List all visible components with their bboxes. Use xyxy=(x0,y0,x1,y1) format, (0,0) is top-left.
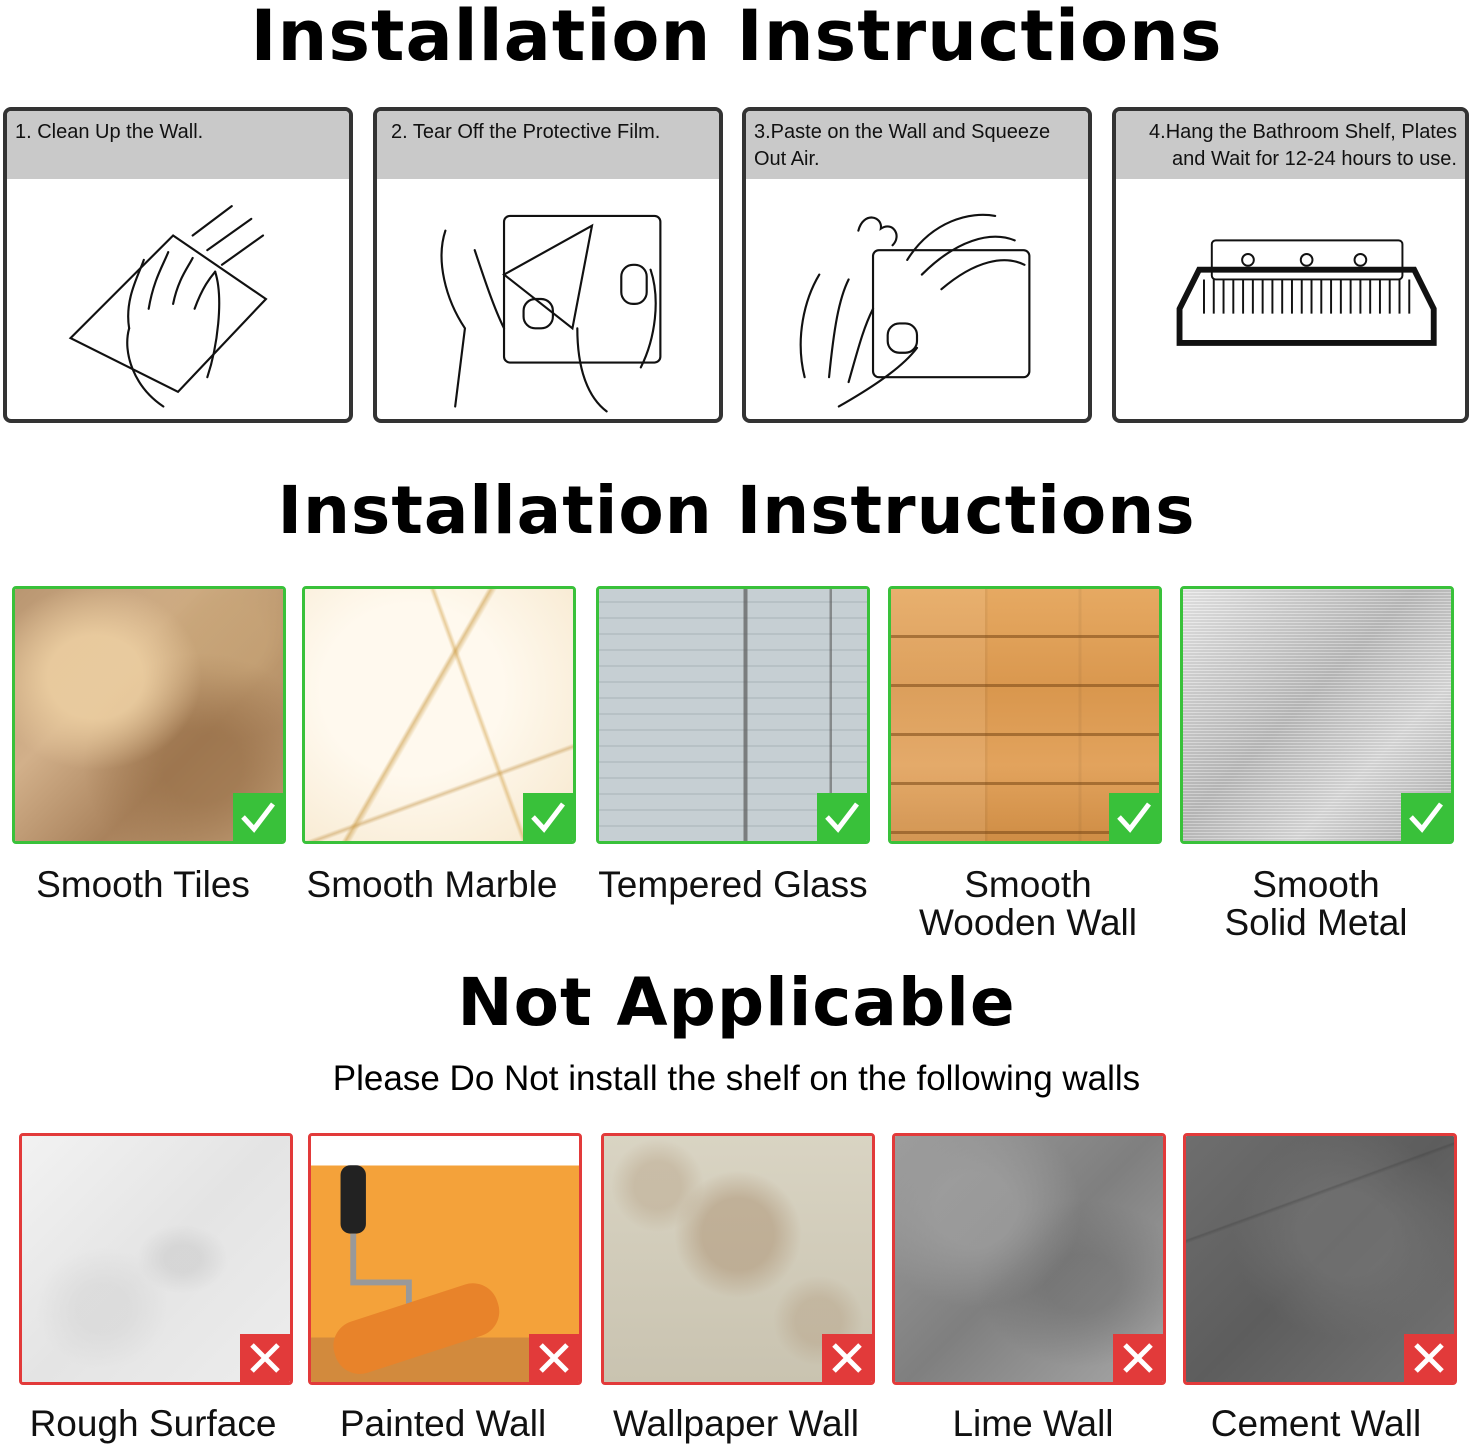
surface-card-wallpaper-wall xyxy=(601,1133,875,1385)
press-hook-icon xyxy=(746,179,1088,419)
cross-icon xyxy=(240,1334,290,1382)
surface-label: Smooth Wooden Wall xyxy=(919,864,1137,943)
cross-icon xyxy=(529,1334,579,1382)
surface-card-tempered-glass xyxy=(596,586,870,844)
surface-card-cement-wall xyxy=(1183,1133,1457,1385)
step-caption: 1. Clean Up the Wall. xyxy=(7,111,349,179)
check-icon xyxy=(233,793,283,841)
hand-cloth-icon xyxy=(7,179,349,419)
surface-card-smooth-solid-metal xyxy=(1180,586,1454,844)
surface-card-smooth-marble xyxy=(302,586,576,844)
step-card-clean-wall xyxy=(3,107,353,423)
check-icon xyxy=(1109,793,1159,841)
surface-label: Tempered Glass xyxy=(598,864,868,905)
section-title-suitable: Installation Instructions xyxy=(277,472,1196,549)
step-caption: 4.Hang the Bathroom Shelf, Plates and Wait for 12-24 hours to use. xyxy=(1116,111,1465,179)
step-caption: 3.Paste on the Wall and Squeeze Out Air. xyxy=(746,111,1088,179)
cross-icon xyxy=(822,1334,872,1382)
surface-label: Rough Surface xyxy=(29,1403,277,1444)
shelf-icon xyxy=(1116,179,1465,419)
step-caption: 2. Tear Off the Protective Film. xyxy=(377,111,719,179)
page-title: Installation Instructions xyxy=(250,0,1223,77)
surface-label: Wallpaper Wall xyxy=(612,1403,860,1444)
surface-label: Smooth Solid Metal xyxy=(1224,864,1408,943)
surface-card-painted-wall xyxy=(308,1133,582,1385)
step-card-paste-wall xyxy=(742,107,1092,423)
check-icon xyxy=(817,793,867,841)
cross-icon xyxy=(1113,1334,1163,1382)
surface-label: Cement Wall xyxy=(1210,1403,1422,1444)
step-card-tear-film xyxy=(373,107,723,423)
section-title-not-applicable: Not Applicable xyxy=(457,964,1016,1041)
cross-icon xyxy=(1404,1334,1454,1382)
section-subtitle: Please Do Not install the shelf on the following walls xyxy=(332,1059,1141,1098)
tear-film-icon xyxy=(377,179,719,419)
surface-label: Smooth Tiles xyxy=(36,864,250,905)
surface-label: Smooth Marble xyxy=(306,864,558,905)
surface-card-lime-wall xyxy=(892,1133,1166,1385)
surface-card-smooth-tiles xyxy=(12,586,286,844)
surface-label: Painted Wall xyxy=(339,1403,547,1444)
check-icon xyxy=(1401,793,1451,841)
surface-card-rough-surface xyxy=(19,1133,293,1385)
step-card-hang-shelf xyxy=(1112,107,1469,423)
surface-label: Lime Wall xyxy=(952,1403,1114,1444)
surface-card-smooth-wooden-wall xyxy=(888,586,1162,844)
check-icon xyxy=(523,793,573,841)
